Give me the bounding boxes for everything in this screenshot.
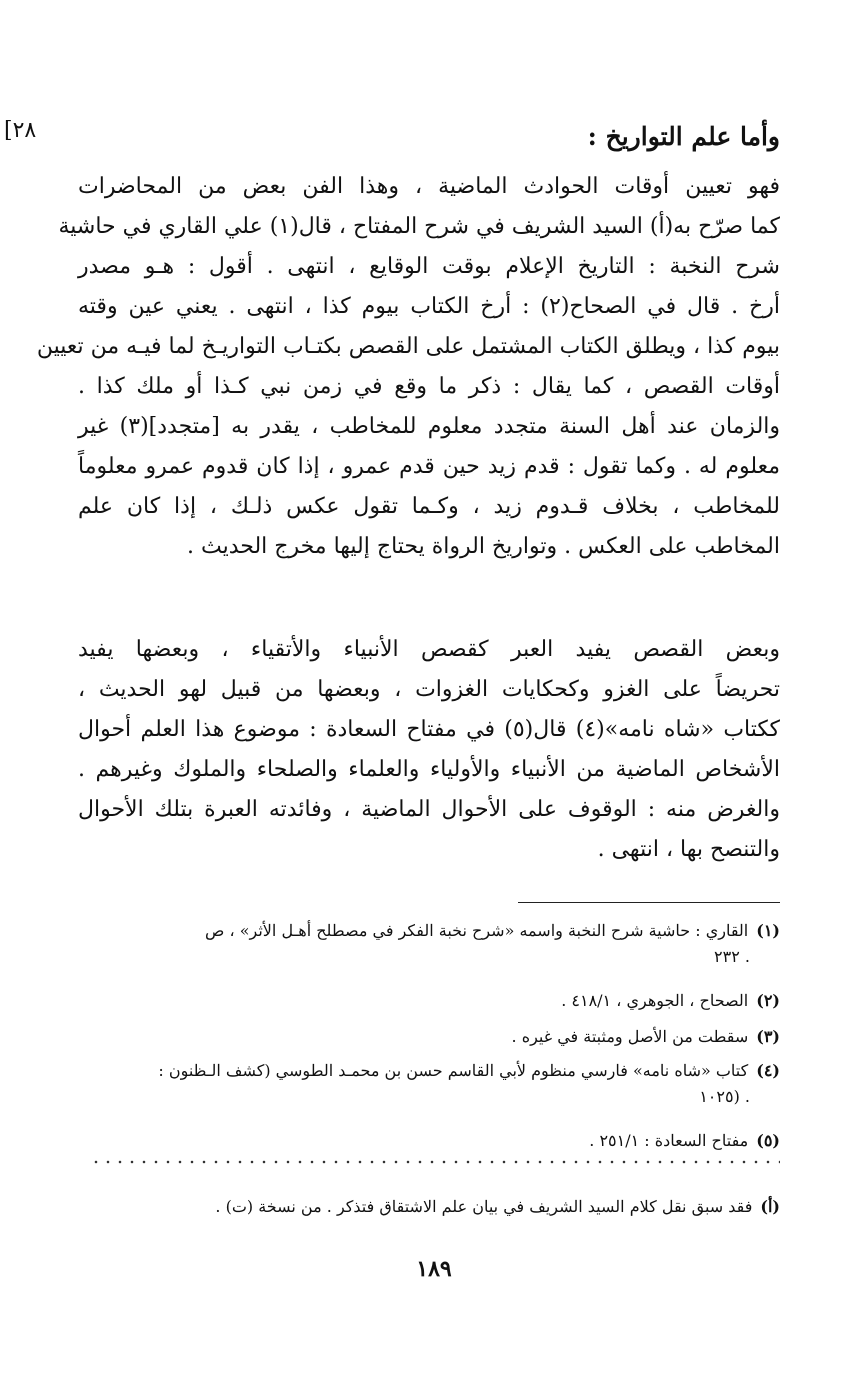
text-line: تحريضاً على الغزو وكحكايات الغزوات ، وبعضها من قبيل لهو الحديث ،	[78, 677, 780, 702]
text-line: والتنصح بها ، انتهى .	[597, 837, 780, 862]
footnote-text: سقطت من الأصل ومثبتة في غيره .	[511, 1027, 749, 1046]
text-line: بيوم كذا ، ويطلق الكتاب المشتمل على القصص بكتـاب التواريـخ لما فيـه من تعيين	[36, 334, 780, 359]
paragraph-2	[78, 630, 780, 870]
footnote-number: (أ)	[760, 1197, 780, 1216]
text-line: أرخ . قال في الصحاح(٢) : أرخ الكتاب بيوم كذا ، انتهى . يعني عين وقته	[78, 294, 780, 319]
footnote-number: (٢)	[756, 991, 780, 1010]
footnote-separator	[518, 902, 780, 903]
text-line: والزمان عند أهل السنة متجدد معلوم للمخاطب ، يقدر به [متجدد](٣) غير	[78, 414, 781, 439]
footnote-text: مفتاح السعادة : ٢٥١/١ .	[589, 1131, 749, 1150]
text-line: شرح النخبة : التاريخ الإعلام بوقت الوقايع ، انتهى . أقول : هـو مصدر	[78, 254, 780, 279]
dotted-separator	[90, 1160, 780, 1164]
footnote-5	[78, 1128, 780, 1154]
paragraph-1	[36, 167, 781, 567]
footnote-number: (٤)	[756, 1061, 780, 1080]
footnote-text: فقد سبق نقل كلام السيد الشريف في بيان علم الاشتقاق فتذكر . من نسخة (ت) .	[215, 1197, 753, 1216]
footnote-1	[78, 918, 780, 970]
text-line: معلوم له . وكما تقول : قدم زيد حين قدم عمرو ، إذا كان قدوم عمرو معلوماً	[78, 454, 780, 479]
footnote-number: (٣)	[756, 1027, 780, 1046]
footnote-number: (١)	[756, 921, 780, 940]
page-number: ١٨٩	[416, 1256, 452, 1282]
section-heading: وأما علم التواريخ :	[587, 122, 780, 151]
text-line: فهو تعيين أوقات الحوادث الماضية ، وهذا الفن بعض من المحاضرات	[78, 174, 780, 199]
text-line: وبعض القصص يفيد العبر كقصص الأنبياء والأتقياء ، وبعضها يفيد	[78, 637, 780, 662]
text-line: والغرض منه : الوقوف على الأحوال الماضية ، وفائدته العبرة بتلك الأحوال	[78, 797, 780, 822]
text-line: المخاطب على العكس . وتواريخ الرواة يحتاج إليها مخرج الحديث .	[186, 534, 780, 559]
footnote-number: (٥)	[756, 1131, 780, 1150]
footnote-text: الصحاح ، الجوهري ، ٤١٨/١ .	[561, 991, 749, 1010]
editor-note	[78, 1194, 780, 1220]
footnote-text: . (١٠٢٥	[699, 1087, 750, 1106]
footnote-text: كتاب «شاه نامه» فارسي منظوم لأبي القاسم حسن بن محمـد الطوسي (كشف الـظنون :	[158, 1061, 749, 1080]
footnote-text: . ٢٣٢	[714, 947, 750, 966]
footnote-text: القاري : حاشية شرح النخبة واسمه «شرح نخبة الفكر في مصطلح أهـل الأثر» ، ص	[205, 921, 749, 940]
text-line: كما صرّح به(أ) السيد الشريف في شرح المفتاح ، قال(١) علي القاري في حاشية	[58, 214, 780, 239]
text-line: أوقات القصص ، كما يقال : ذكر ما وقع في زمن نبي كـذا أو ملك كذا .	[78, 374, 780, 399]
text-line: ككتاب «شاه نامه»(٤) قال(٥) في مفتاح السعادة : موضوع هذا العلم أحوال	[78, 717, 781, 742]
page-marker: [٢٨	[4, 118, 37, 143]
footnote-4	[78, 1058, 780, 1110]
footnote-3	[78, 1024, 780, 1050]
text-line: للمخاطب ، بخلاف قـدوم زيد ، وكـما تقول عكس ذلـك ، إذا كان علم	[78, 494, 780, 519]
text-line: الأشخاص الماضية من الأنبياء والأولياء والعلماء والصلحاء والملوك وغيرهم .	[78, 757, 780, 782]
footnote-2	[78, 988, 780, 1014]
